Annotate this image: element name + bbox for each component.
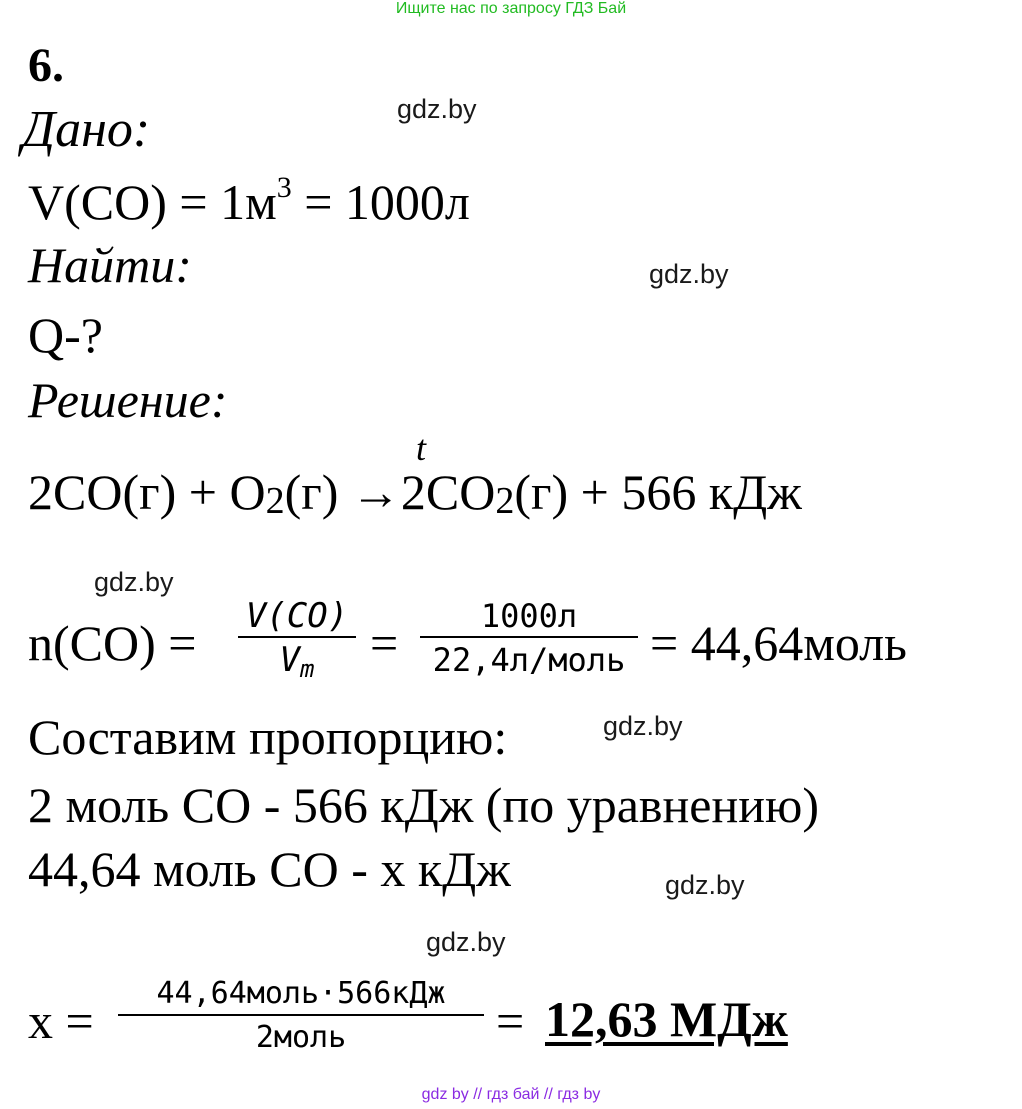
answer-fraction [118,974,484,1060]
moles-fraction-numerator: V(CO) [245,596,349,636]
reaction-equation [28,464,802,522]
watermark: gdz.by [94,567,174,597]
answer-denominator: 2моль [255,1020,347,1055]
given-label: Дано: [22,101,151,158]
find-label: Найти: [28,237,192,293]
find-value: Q-? [28,307,103,363]
moles-equals: = [370,615,399,671]
problem-number: 6. [28,39,64,92]
footer-links: gdz by // гдз бай // гдз by [421,1086,601,1103]
o2-subscript: 2 [265,480,285,522]
moles-result: = 44,64моль [650,615,907,671]
answer-equals: = [496,993,525,1049]
moles-fraction-values [420,596,638,682]
given-volume-prefix: V(CO) = 1м [28,174,277,230]
moles-values-numerator: 1000л [480,597,578,635]
proportion-row-2: 44,64 моль CO - x кДж [28,841,511,897]
solution-label: Решение: [28,372,228,428]
co2-subscript: 2 [495,480,515,522]
given-volume [28,171,470,230]
reaction-right: (г) + 566 кДж [514,464,802,520]
moles-fraction-formula [238,596,356,691]
reaction-left: 2CO(г) + O [28,464,266,520]
watermark: gdz.by [649,259,729,289]
proportion-label: Составим пропорцию: [28,709,508,765]
watermark: gdz.by [426,927,506,957]
answer-value: 12,63 МДж [545,991,788,1047]
moles-values-denominator: 22,4л/моль [432,641,626,679]
watermark: gdz.by [397,94,477,124]
answer-lhs: x = [28,993,94,1049]
reaction-mid: (г) →2CO [284,464,496,520]
answer-numerator: 44,64моль·566кДж [156,976,446,1011]
moles-lhs: n(CO) = [28,615,197,671]
given-volume-suffix: = 1000л [291,174,470,230]
molar-volume-symbol: V [279,640,301,680]
given-volume-exponent: 3 [276,171,292,204]
moles-fraction-denominator [238,638,356,691]
molar-volume-subscript: m [300,655,315,683]
reaction-condition: t [416,428,427,468]
proportion-row-1: 2 моль CO - 566 кДж (по уравнению) [28,777,819,833]
search-hint-banner: Ищите нас по запросу ГДЗ Бай [395,0,627,17]
watermark: gdz.by [665,870,745,900]
watermark: gdz.by [603,711,683,741]
